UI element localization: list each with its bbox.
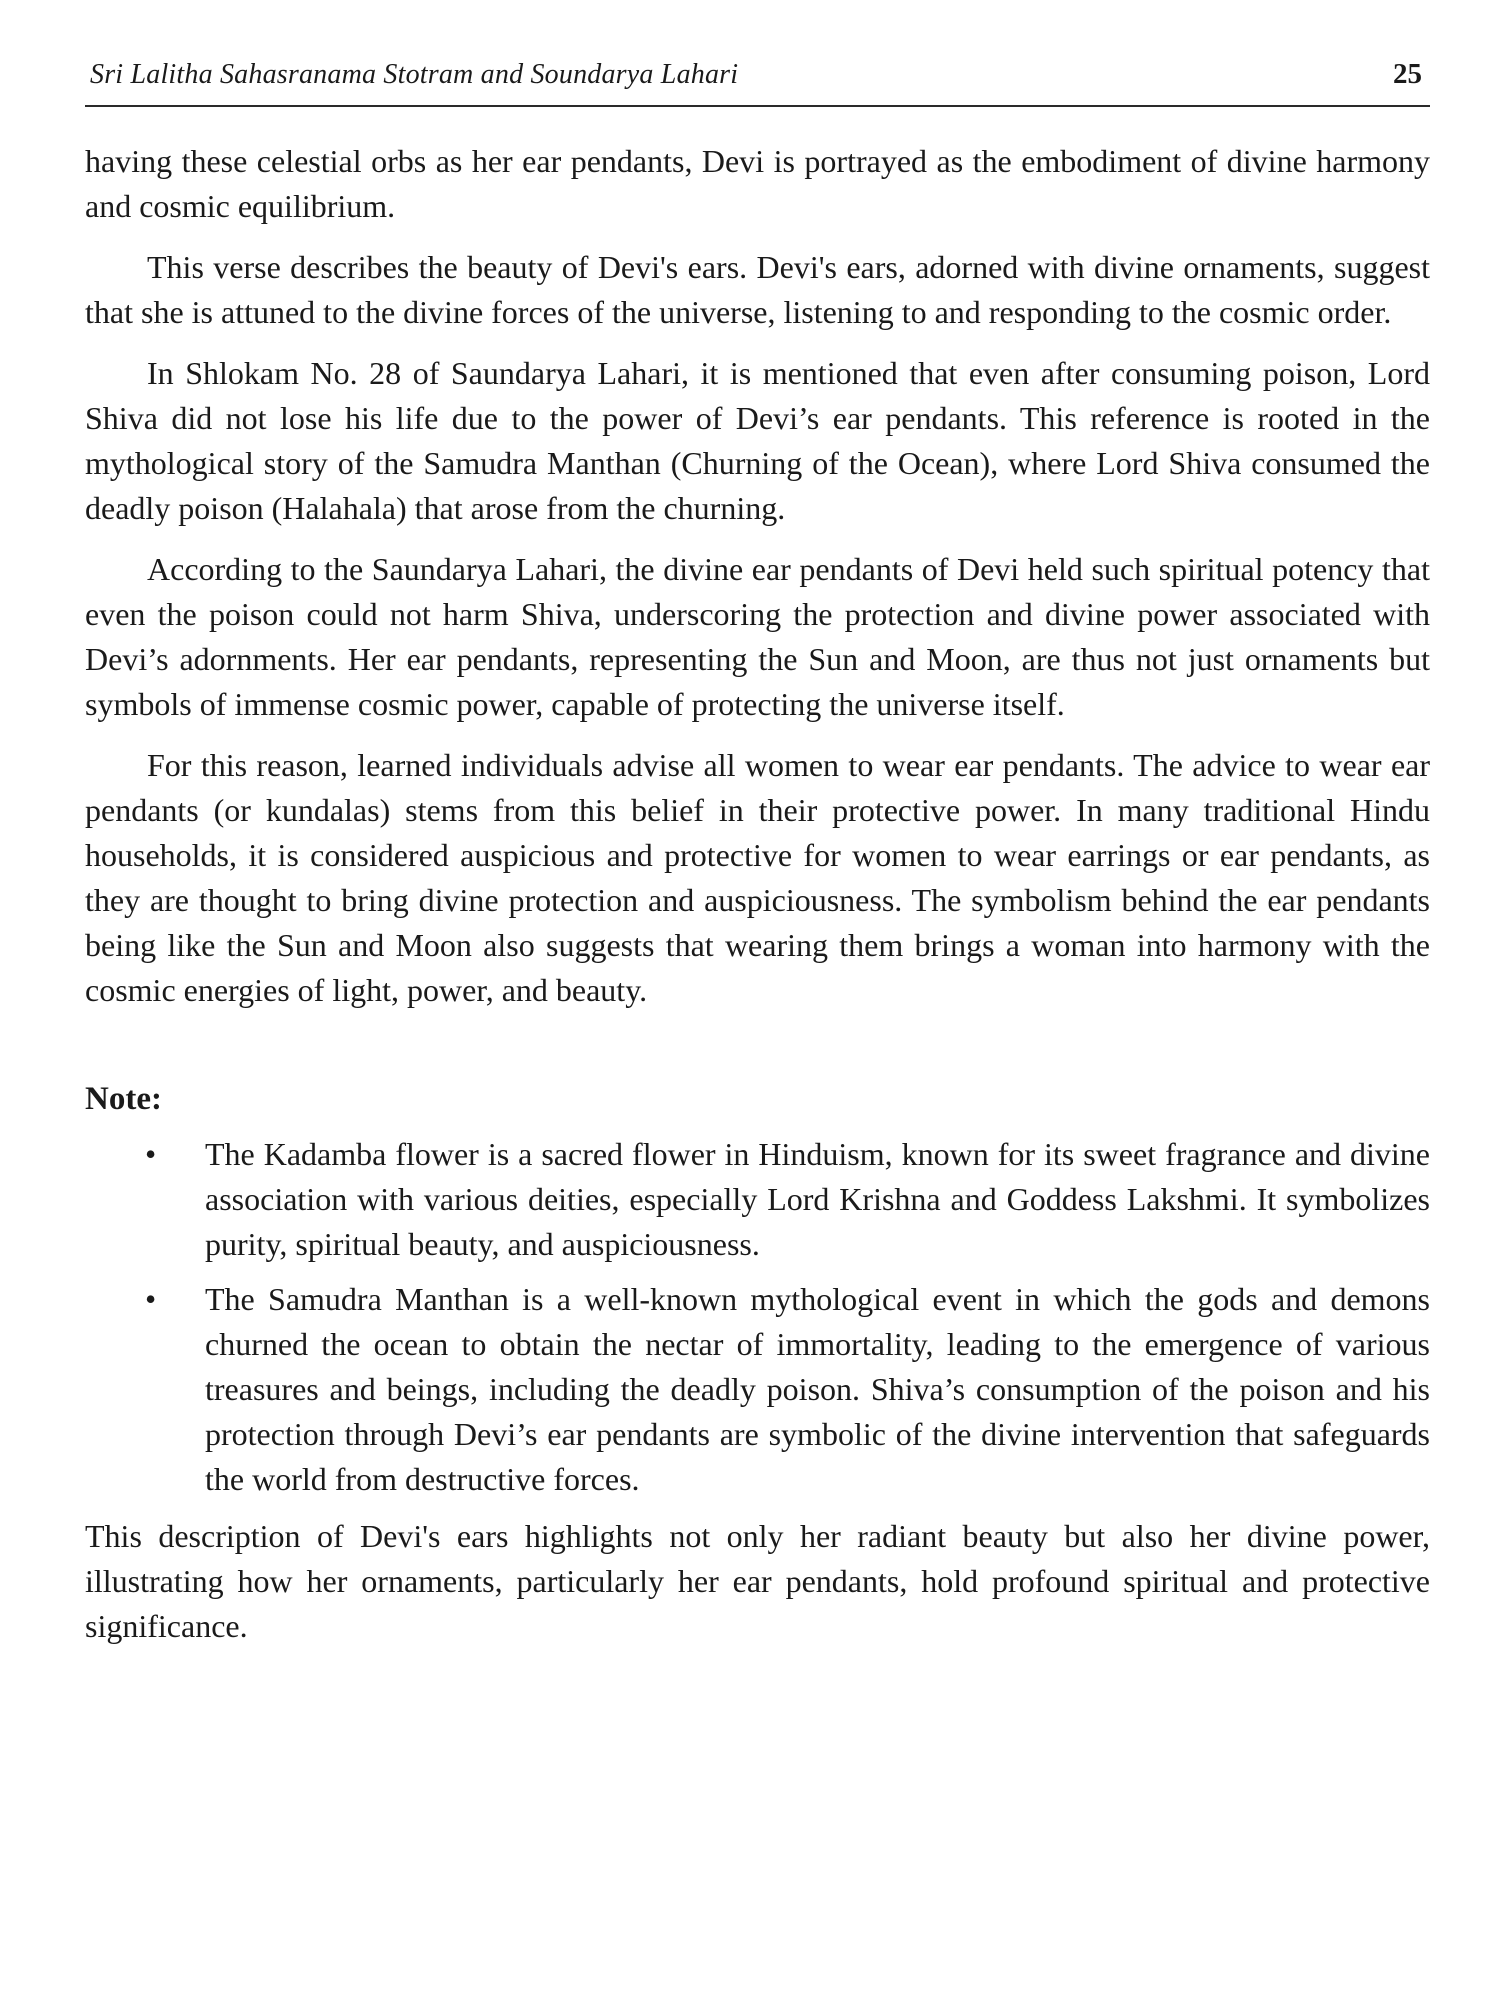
paragraph-ears-beauty: This verse describes the beauty of Devi's ears. Devi's ears, adorned with divine ornaments, suggest that she is attuned to the divine forces of the universe, listening to and responding to the cosmic order. [85, 249, 1430, 330]
closing-paragraph: This description of Devi's ears highlights not only her radiant beauty but also her divine power, illustrating how her ornaments, particularly her ear pendants, hold profound spiritual and protective significance. [85, 1518, 1430, 1644]
page-number: 25 [1393, 58, 1422, 90]
running-header [85, 58, 1430, 107]
note-list [85, 1132, 1430, 1502]
note-item-text: The Kadamba flower is a sacred flower in Hinduism, known for its sweet fragrance and divine association with various deities, especially Lord Krishna and Goddess Lakshmi. It symbolizes purity, spiritual beauty, and auspiciousness. [205, 1136, 1430, 1262]
paragraph-spiritual-potency: According to the Saundarya Lahari, the divine ear pendants of Devi held such spiritual potency that even the poison could not harm Shiva, underscoring the protection and divine power associated with Devi’s adornments. Her ear pendants, representing the Sun and Moon, are thus not just ornaments but symbols of immense cosmic power, capable of protecting the universe itself. [85, 551, 1430, 722]
note-item-kadamba [85, 1132, 1430, 1267]
page-body [85, 139, 1436, 1649]
paragraph-continued: having these celestial orbs as her ear pendants, Devi is portrayed as the embodiment of divine harmony and cosmic equilibrium. [85, 143, 1430, 224]
paragraph-shlokam-28: In Shlokam No. 28 of Saundarya Lahari, it is mentioned that even after consuming poison, Lord Shiva did not lose his life due to the power of Devi’s ear pendants. This reference is rooted in the mythological story of the Samudra Manthan (Churning of the Ocean), where Lord Shiva consumed the deadly poison (Halahala) that arose from the churning. [85, 355, 1430, 526]
bullet-icon: • [145, 1136, 157, 1172]
note-item-samudra-manthan [85, 1277, 1430, 1502]
paragraph-advice-women: For this reason, learned individuals advise all women to wear ear pendants. The advice to wear ear pendants (or kundalas) stems from this belief in their protective power. In many traditional Hindu households, it is considered auspicious and protective for women to wear earrings or ear pendants, as they are thought to bring divine protection and auspiciousness. The symbolism behind the ear pendants being like the Sun and Moon also suggests that wearing them brings a woman into harmony with the cosmic energies of light, power, and beauty. [85, 747, 1430, 1008]
book-title: Sri Lalitha Sahasranama Stotram and Soundarya Lahari [90, 59, 739, 90]
bullet-icon: • [145, 1281, 157, 1317]
note-item-text: The Samudra Manthan is a well-known mythological event in which the gods and demons churned the ocean to obtain the nectar of immortality, leading to the emergence of various treasures and beings, including the deadly poison. Shiva’s consumption of the poison and his protection through Devi’s ear pendants are symbolic of the divine intervention that safeguards the world from destructive forces. [205, 1281, 1430, 1497]
note-heading: Note: [85, 1081, 162, 1117]
